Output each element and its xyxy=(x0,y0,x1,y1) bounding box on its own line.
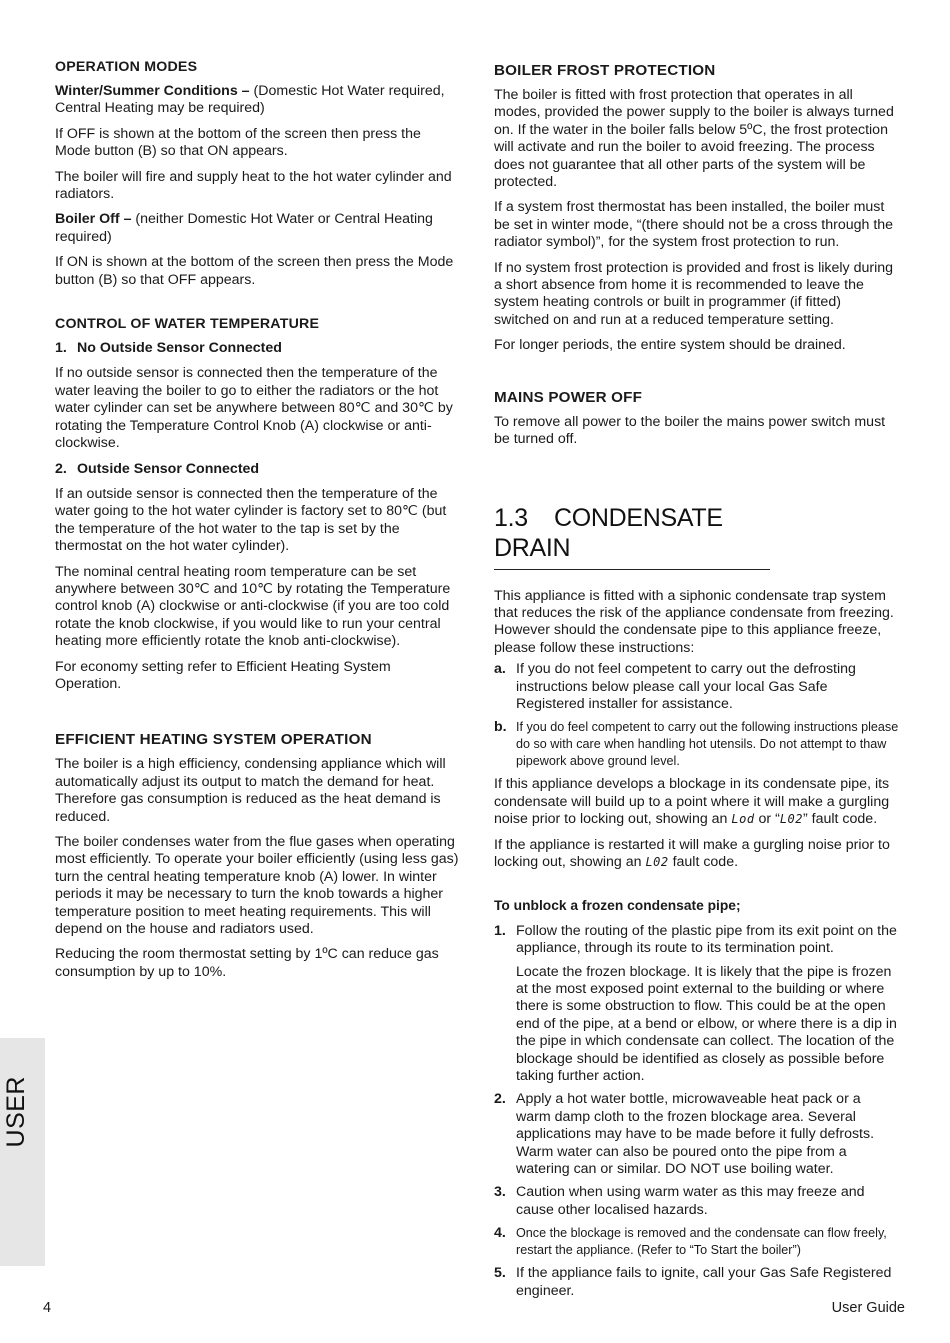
boiler-off-label: Boiler Off – xyxy=(55,211,132,228)
control-water-heading: CONTROL OF WATER TEMPERATURE xyxy=(55,316,320,333)
step-item: 2. Apply a hot water bottle, microwaveable heat pack or a warm damp cloth to the frozen blockage area. Several applications may have to be made before it fully defrosts. Warm water can also be poured onto the pipe from a watering can or similar. DO NOT use boiling water. xyxy=(494,1091,875,1178)
sensor-paragraph: If an outside sensor is connected then the temperature of the water going to the hot water cylinder is factory set to 80℃ (but the temperature of the hot water to the tap is set by the thermostat on the hot water cylinder). xyxy=(55,485,447,555)
step-item: Locate the frozen blockage. It is likely that the pipe is frozen at the most exposed point external to the building or where there is some obstruction to flow. This could be at the open end of the pipe, at a bend or elbow, or where there is a dip in the pipe in which condensate can collect. The location of the blockage should be identified as closely as possible before taking further action. xyxy=(516,963,897,1085)
efficient-paragraph-2: The boiler condenses water from the flue gases when operating most efficiently. To operate your boiler efficiently (using less gas) turn the central heating temperature knob (A) lower. In winter periods it may be necessary to turn the knob towards a higher temperature position to meet heating requirements. This will depend on the house and radiators used. xyxy=(55,834,459,938)
boiler-fire-paragraph: The boiler will fire and supply heat to the hot water cylinder and radiators. xyxy=(55,168,452,203)
efficient-heating-heading: EFFICIENT HEATING SYSTEM OPERATION xyxy=(55,731,372,749)
frost-paragraph-3: If no system frost protection is provided and frost is likely during a short absence from home it is recommended to leave the system heating controls or built in programmer (if fitted) switched on and run at a reduced temperature setting. xyxy=(494,259,894,328)
blockage-paragraph: If this appliance develops a blockage in its condensate pipe, its condensate will build up to a point where it will make a gurgling noise prior to locking out, showing an Lod or “L02” fault code. xyxy=(494,776,890,828)
list-item: b. If you do feel competent to carry out the following instructions please do so with care when handling hot utensils. Do not attempt to thaw pipework above ground level. xyxy=(494,719,899,769)
no-sensor-paragraph: If no outside sensor is connected then the temperature of the water leaving the boiler to go to either the radiators or the hot water cylinder can set be anywhere between 80℃ and 30℃ by rotating the Temperature Control Knob (A) clockwise or anti-clockwise. xyxy=(55,365,453,452)
mains-paragraph: To remove all power to the boiler the mains power switch must be turned off. xyxy=(494,413,886,448)
winter-summer-paragraph xyxy=(55,83,460,118)
step-item: 4. Once the blockage is removed and the condensate can flow freely, restart the appliance. (Refer to “To Start the boiler”) xyxy=(494,1225,887,1258)
unblock-heading: To unblock a frozen condensate pipe; xyxy=(494,898,741,914)
winter-summer-label: Winter/Summer Conditions – xyxy=(55,83,250,99)
frost-paragraph-4: For longer periods, the entire system should be drained. xyxy=(494,337,846,354)
efficient-paragraph-1: The boiler is a high efficiency, condensing appliance which will automatically adjust its output to match the demand for heat. Therefore gas consumption is reduced as the heat demand is reduced. xyxy=(55,756,446,825)
fault-code-l02: L02 xyxy=(645,854,669,869)
boiler-off-paragraph xyxy=(55,211,460,246)
page-number: 4 xyxy=(43,1300,52,1316)
right-column xyxy=(494,62,899,1306)
section-number: 1.3 xyxy=(494,503,528,532)
section-title xyxy=(494,503,770,570)
step-item: 5. If the appliance fails to ignite, call your Gas Safe Registered engineer. xyxy=(494,1265,892,1299)
mode-off-paragraph: If ON is shown at the bottom of the screen then press the Mode button (B) so that OFF appears. xyxy=(55,254,454,288)
step-item: 3. Caution when using warm water as this may freeze and cause other localised hazards. xyxy=(494,1184,865,1218)
boiler-off-text: (neither Domestic Hot Water or Central Heating required) xyxy=(55,211,433,245)
room-temperature-paragraph: The nominal central heating room temperature can be set anywhere between 30℃ and 10℃ by rotating the Temperature control knob (A) clockwise or anti-clockwise (if you are too cold rotate the knob clockwise, if you would like to run your central heating more efficiently rotate the knob anti-clockwise). xyxy=(55,563,451,650)
condensate-intro: This appliance is fitted with a siphonic condensate trap system that reduces the risk of the appliance condensate from freezing. However should the condensate pipe to this appliance freeze, please follow these instructions: xyxy=(494,587,894,656)
frost-paragraph-2: If a system frost thermostat has been installed, the boiler must be set in winter mode, “(there should not be a cross through the radiator symbol)”, for the system frost protection to run. xyxy=(494,199,894,251)
efficient-paragraph-3: Reducing the room thermostat setting by 1ºC can reduce gas consumption by up to 10%. xyxy=(55,946,439,980)
no-sensor-subheading: 1. No Outside Sensor Connected xyxy=(55,340,282,357)
footer-label: User Guide xyxy=(831,1300,905,1316)
step-item: 1. Follow the routing of the plastic pipe from its exit point on the appliance, through its route to its termination point. xyxy=(494,922,897,957)
list-item: a. If you do not feel competent to carry out the defrosting instructions below please call your local Gas Safe Registered installer for assistance. xyxy=(494,661,856,712)
user-side-tab xyxy=(0,1038,45,1266)
left-column xyxy=(55,58,460,989)
section-name: CONDENSATE DRAIN xyxy=(494,503,723,562)
winter-summer-text: (Domestic Hot Water required, Central Heating may be required) xyxy=(55,83,445,117)
frost-protection-heading: BOILER FROST PROTECTION xyxy=(494,62,716,79)
sensor-subheading: 2. Outside Sensor Connected xyxy=(55,460,260,477)
fault-code-l02: L02 xyxy=(779,812,803,827)
mains-power-heading: MAINS POWER OFF xyxy=(494,388,643,406)
mode-on-paragraph: If OFF is shown at the bottom of the screen then press the Mode button (B) so that ON appears. xyxy=(55,125,421,160)
side-tab-label: USER xyxy=(2,1076,30,1148)
restart-paragraph: If the appliance is restarted it will make a gurgling noise prior to locking out, showing an L02 fault code. xyxy=(494,836,890,870)
fault-code-lod: Lod xyxy=(731,812,755,827)
frost-paragraph-1: The boiler is fitted with frost protection that operates in all modes, provided the power supply to the boiler is always turned on. If the water in the boiler falls below 5ºC, the frost protection will activate and run the boiler to avoid freezing. The process does not guarantee that all other parts of the system will be protected. xyxy=(494,87,894,191)
economy-paragraph: For economy setting refer to Efficient Heating System Operation. xyxy=(55,658,391,692)
operation-modes-heading: OPERATION MODES xyxy=(55,59,198,75)
